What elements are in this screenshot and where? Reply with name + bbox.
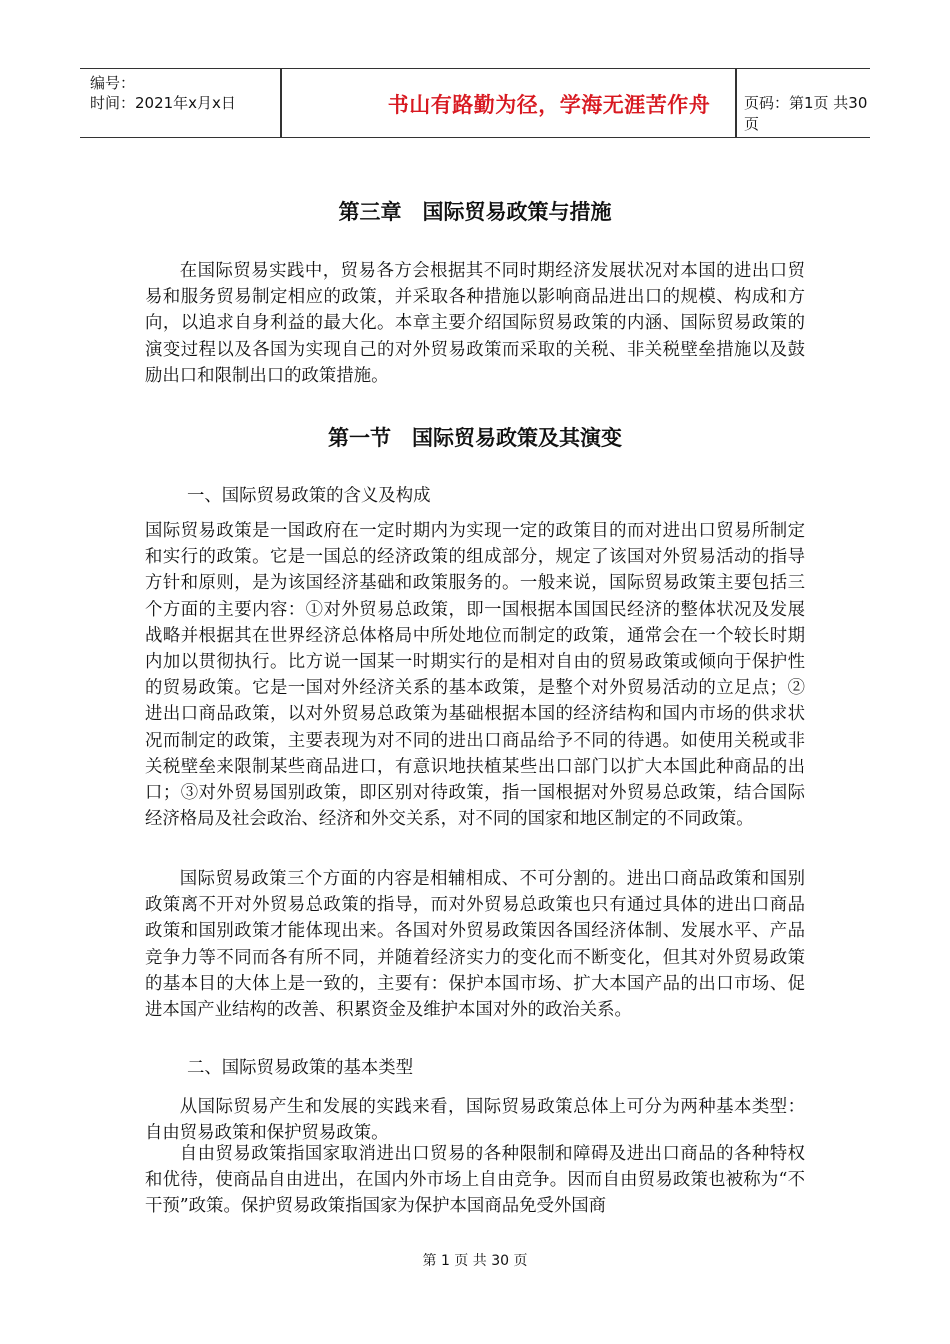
chapter-title: 第三章 国际贸易政策与措施: [338, 200, 612, 224]
body-paragraph: 国际贸易政策是一国政府在一定时期内为实现一定的政策目的而对进出口贸易所制定和实行的政策。它是一国总的经济政策的组成部分，规定了该国对外贸易活动的指导方针和原则，是为该国经济基础和政策服务的。一般来说，国际贸易政策主要包括三个方面的主要内容：①对外贸易总政策，即一国根据本国国民经济的整体状况及发展战略并根据其在世界经济总体格局中所处地位而制定的政策，通常会在一个较长时期内加以贯彻执行。比方说一国某一时期实行的是相对自由的贸易政策或倾向于保护性的贸易政策。它是一国对外经济关系的基本政策，是整个对外贸易活动的立足点；②进出口商品政策，以对外贸易总政策为基础根据本国的经济结构和国内市场的供求状况而制定的政策，主要表现为对不同的进出口商品给予不同的待遇。如使用关税或非关税壁垒来限制某些商品进口，有意识地扶植某些出口部门以扩大本国此种商品的出口；③对外贸易国别政策，即区别对待政策，指一国根据对外贸易总政策，结合国际经济格局及社会政治、经济和外交关系，对不同的国家和地区制定的不同政策。: [145, 521, 805, 830]
subheading-2: 二、国际贸易政策的基本类型: [187, 1058, 414, 1078]
body-paragraph: 自由贸易政策指国家取消进出口贸易的各种限制和障碍及进出口商品的各种特权和优待，使商品自由进出，在国内外市场上自由竞争。因而自由贸易政策也被称为“不干预”政策。保护贸易政策指国家为保护本国商品免受外国商: [145, 1144, 805, 1217]
section-title: 第一节 国际贸易政策及其演变: [328, 426, 622, 450]
document-header: [80, 68, 870, 138]
header-page-info: 页码：第1页 共30页: [744, 94, 868, 133]
header-divider: [280, 69, 282, 137]
time-label: 时间：2021年x月x日: [90, 94, 236, 112]
intro-paragraph: 在国际贸易实践中，贸易各方会根据其不同时期经济发展状况对本国的进出口贸易和服务贸易制定相应的政策，并采取各种措施以影响商品进出口的规模、构成和方向，以追求自身利益的最大化。本章主要介绍国际贸易政策的内涵、国际贸易政策的演变过程以及各国为实现自己的对外贸易政策而采取的关税、非关税壁垒措施以及鼓励出口和限制出口的政策措施。: [145, 261, 805, 386]
header-motto: 书山有路勤为径，学海无涯苦作舟: [387, 93, 711, 117]
header-divider: [735, 69, 737, 137]
number-label: 编号：: [90, 74, 136, 92]
subheading-1: 一、国际贸易政策的含义及构成: [187, 486, 431, 506]
body-paragraph: 国际贸易政策三个方面的内容是相辅相成、不可分割的。进出口商品政策和国别政策离不开对外贸易总政策的指导，而对外贸易总政策也只有通过具体的进出口商品政策和国别政策才能体现出来。各国对外贸易政策因各国经济体制、发展水平、产品竞争力等不同而各有所不同，并随着经济实力的变化而不断变化，但其对外贸易政策的基本目的大体上是一致的，主要有：保护本国市场、扩大本国产品的出口市场、促进本国产业结构的改善、积累资金及维护本国对外的政治关系。: [145, 869, 805, 1021]
header-meta: [90, 73, 275, 113]
body-paragraph: 从国际贸易产生和发展的实践来看，国际贸易政策总体上可分为两种基本类型：自由贸易政策和保护贸易政策。: [145, 1097, 805, 1144]
page-footer: 第 1 页 共 30 页: [422, 1253, 528, 1269]
